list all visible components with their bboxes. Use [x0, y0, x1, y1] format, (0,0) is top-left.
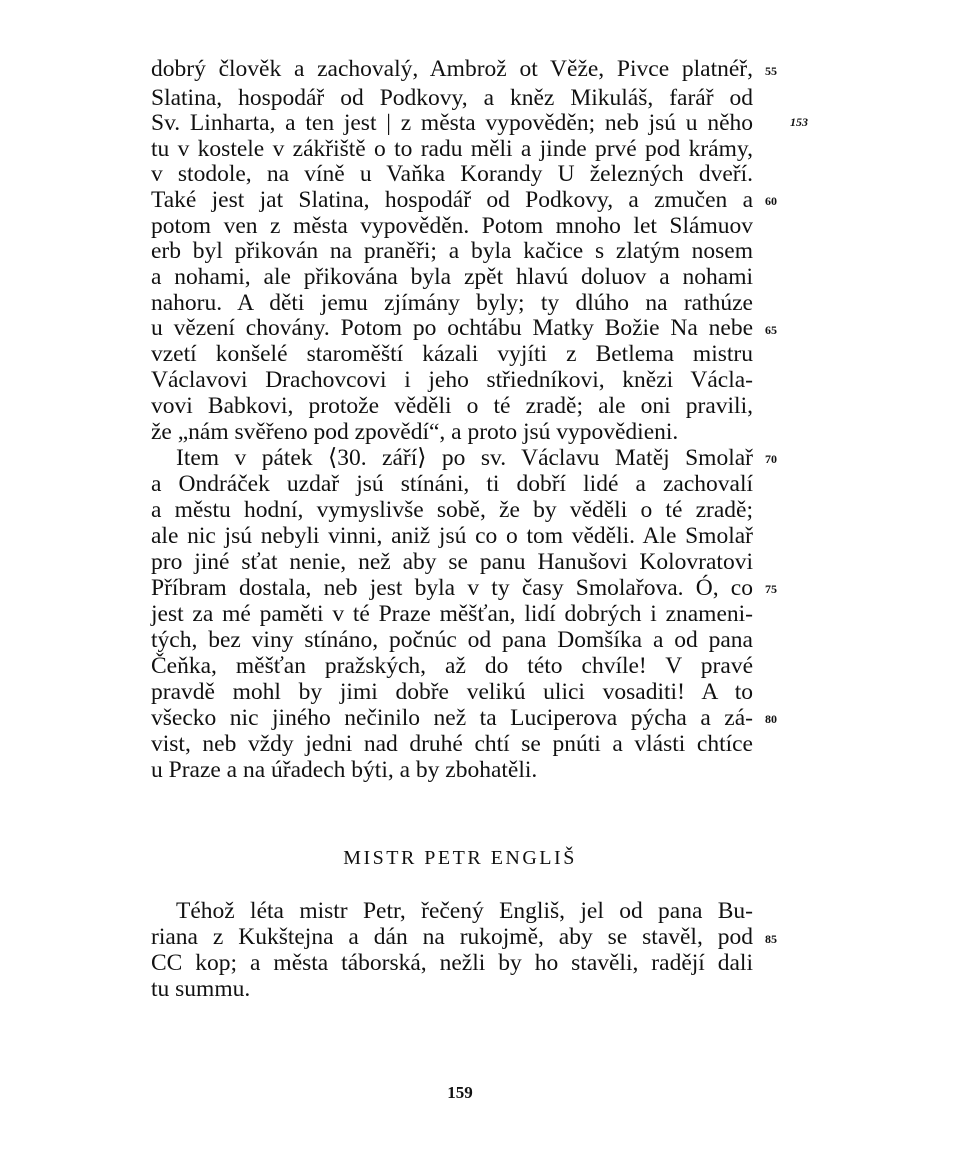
line-number: 85 — [765, 932, 777, 946]
text-line: Čeňka, měšťan pražských, až do této chvíle! V pravé — [151, 653, 753, 679]
section-heading — [0, 844, 960, 872]
text-line: Václavovi Drachovcovi i jeho střiedníkovi, knězi Václa- — [151, 367, 753, 393]
text-line: a Ondráček uzdař jsú stínáni, ti dobří lidé a zachovalí — [151, 471, 753, 497]
text-line: u vězení chovány. Potom po ochtábu Matky Božie Na nebe — [151, 315, 753, 341]
line-number: 60 — [765, 194, 777, 208]
text-line: a nohami, ale přikována byla zpět hlavú doluov a nohami — [151, 264, 753, 290]
text-line: CC kop; a města táborská, nežli by ho stavěli, radějí dali — [151, 950, 753, 976]
text-line: ale nic jsú nebyli vinni, aniž jsú co o tom věděli. Ale Smolař — [151, 523, 753, 549]
text-line: nahoru. A děti jemu zjímány byly; ty dlúho na rathúze — [151, 290, 753, 316]
text-line: Téhož léta mistr Petr, řečený Engliš, jel od pana Bu- — [176, 898, 753, 924]
text-line: vovi Babkovi, protože věděli o té zradě; ale oni pravili, — [151, 393, 753, 419]
text-line: vist, neb vždy jedni nad druhé chtí se pnúti a vlásti chtíce — [151, 731, 753, 757]
line-number: 70 — [765, 452, 777, 466]
text-line: Sv. Linharta, a ten jest | z města vypověděn; neb jsú u něho — [151, 110, 753, 136]
text-line: tu summu. — [151, 976, 251, 1002]
text-line: Item v pátek ⟨30. září⟩ po sv. Václavu Matěj Smolař — [176, 445, 753, 471]
text-line: jest za mé paměti v té Praze měšťan, lidí dobrých i znameni- — [151, 601, 753, 627]
section-heading-text: MISTR PETR ENGLIŠ — [343, 847, 577, 869]
text-line: že „nám svěřeno pod zpovědí“, a proto jsú vypovědieni. — [151, 419, 679, 445]
page-number-text: 159 — [447, 1083, 473, 1102]
line-number: 65 — [765, 323, 777, 337]
text-line: pro jiné sťat nenie, než aby se panu Hanušovi Kolovratovi — [151, 549, 753, 575]
text-line: Také jest jat Slatina, hospodář od Podkovy, a zmučen a — [151, 187, 753, 213]
text-line: v stodole, na víně u Vaňka Korandy U železných dveří. — [151, 161, 753, 187]
line-number: 80 — [765, 712, 777, 726]
text-line: a městu hodní, vymyslivše sobě, že by věděli o té zradě; — [151, 497, 753, 523]
page-reference-number: 153 — [790, 115, 808, 129]
text-line: všecko nic jiného nečinilo než ta Luciperova pýcha a zá- — [151, 705, 753, 731]
line-number: 75 — [765, 582, 777, 596]
text-line: vzetí konšelé staroměští kázali vyjíti z Betlema mistru — [151, 341, 753, 367]
text-line: tých, bez viny stínáno, počnúc od pana Domšíka a od pana — [151, 627, 753, 653]
page-number — [0, 1082, 960, 1104]
text-line: tu v kostele v zákřiště o to radu měli a jinde prvé pod krámy, — [151, 136, 753, 162]
text-line: potom ven z města vypověděn. Potom mnoho let Slámuov — [151, 213, 753, 239]
text-line: riana z Kukštejna a dán na rukojmě, aby se stavěl, pod — [151, 924, 753, 950]
text-line: u Praze a na úřadech býti, a by zbohatěli. — [151, 757, 538, 783]
text-line: pravdě mohl by jimi dobře velikú ulici vosaditi! A to — [151, 679, 753, 705]
text-line: dobrý člověk a zachovalý, Ambrož ot Věže, Pivce platnéř, — [151, 56, 753, 82]
line-number: 55 — [765, 64, 777, 78]
text-line: Slatina, hospodář od Podkovy, a kněz Mikuláš, farář od — [151, 85, 753, 111]
text-line: Příbram dostala, neb jest byla v ty časy Smolařova. Ó, co — [151, 575, 753, 601]
text-line: erb byl přikován na praněři; a byla kačice s zlatým nosem — [151, 238, 753, 264]
